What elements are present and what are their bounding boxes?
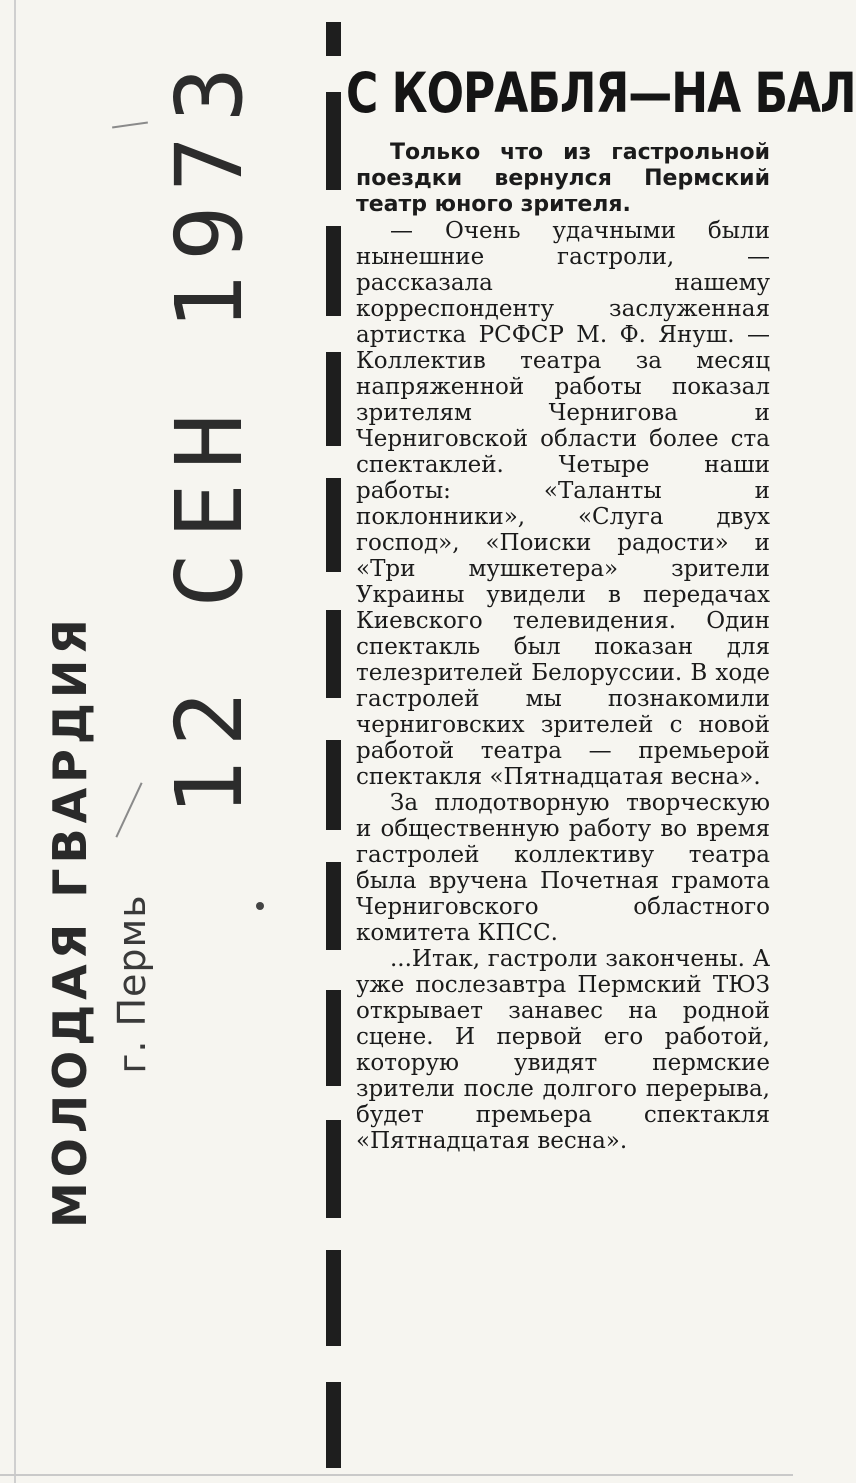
column-rule-bar (326, 1382, 341, 1468)
newspaper-name: МОЛОДАЯ ГВАРДИЯ (43, 614, 97, 1228)
article-lead-paragraph: Только что из гастрольной поездки вернулся Пермский театр юного зрителя. (356, 140, 770, 217)
column-rule-bar (326, 478, 341, 572)
column-rule-bar (326, 22, 341, 56)
article-body (356, 140, 770, 1154)
article-paragraph: ...Итак, гастроли закончены. А уже послезавтра Пермский ТЮЗ открывает занавес на родной сцене. И первой его работой, которую увидят пермские зрители после долгого перерыва, будет премьера спектакля «Пятнадцатая весна». (356, 946, 770, 1154)
column-rule-bar (326, 92, 341, 190)
pencil-dot (256, 902, 264, 910)
paper-edge (14, 0, 16, 1483)
article-paragraph: — Очень удачными были нынешние гастроли, — рассказала нашему корреспонденту заслуженная артистка РСФСР М. Ф. Януш. — Коллектив театра за месяц напряженной работы показал зрителям Чернигова и Черниговской области более ста спектаклей. Четыре наши работы: «Таланты и поклонники», «Слуга двух господ», «Поиски радости» и «Три мушкетера» зрители Украины увидели в передачах Киевского телевидения. Один спектакль был показан для телезрителей Белоруссии. В ходе гастролей мы познакомили черниговских зрителей с новой работой театра — премьерой спектакля «Пятнадцатая весна». (356, 218, 770, 790)
column-rule-bar (326, 862, 341, 950)
newspaper-city: г. Пермь (110, 894, 154, 1074)
column-rule-bar (326, 352, 341, 446)
column-rule-bar (326, 740, 341, 830)
pencil-mark (115, 782, 142, 837)
paper-bottom-edge (0, 1474, 793, 1476)
column-rule-bar (326, 1120, 341, 1218)
article-paragraph: За плодотворную творческую и общественную работу во время гастролей коллективу театра была вручена Почетная грамота Черниговского областного комитета КПСС. (356, 790, 770, 946)
column-rule-bar (326, 226, 341, 316)
date-stamp: 12 СЕН 1973 (156, 52, 263, 816)
column-rule-bar (326, 1250, 341, 1346)
pencil-mark (112, 122, 148, 129)
column-rule-bar (326, 990, 341, 1086)
column-rule-bar (326, 610, 341, 698)
article-headline: С КОРАБЛЯ—НА БАЛ (346, 62, 856, 126)
